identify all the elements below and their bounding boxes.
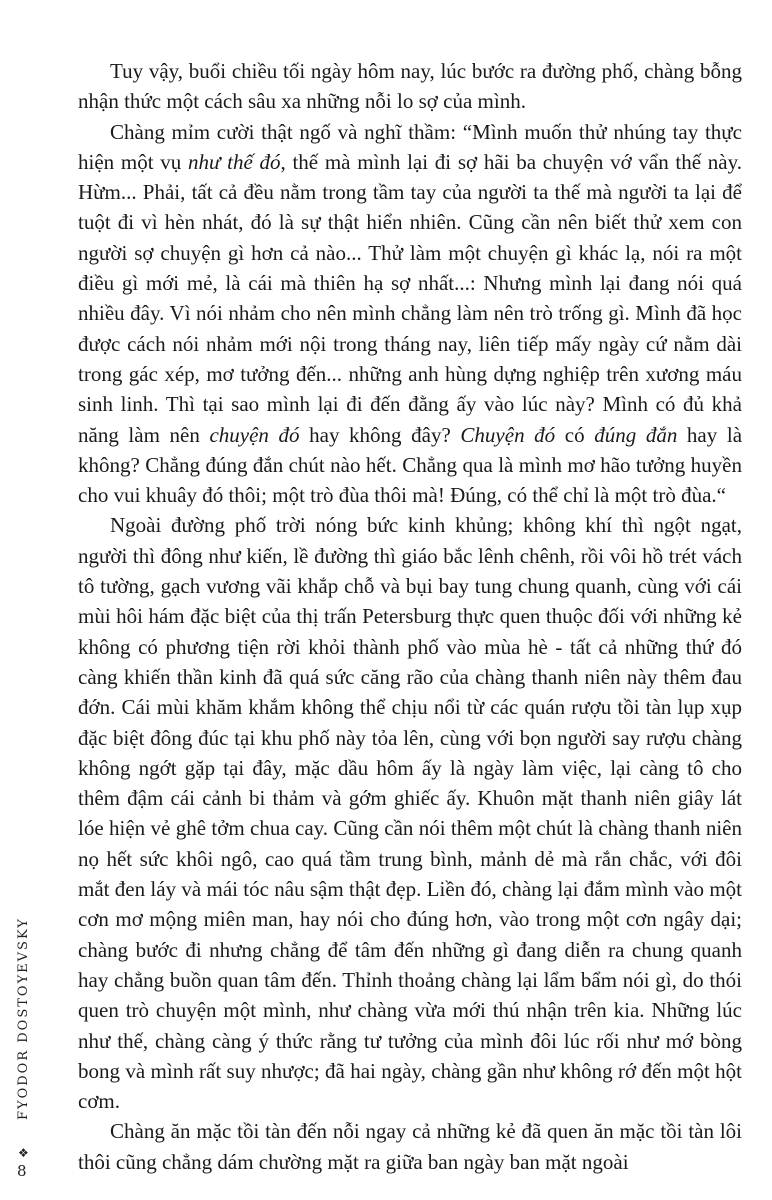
text-run: , thế mà mình lại đi sợ hãi ba chuyện vớ vẩn thế này. Hừm... Phải, tất cả đều nằm trong tầm tay của người ta thế mà người ta lại để tuột đi vì hèn nhát, đó là sự thật hiển nhiên. Cũng cần nên biết thử xem con người sợ chuyện gì hơn cả nào... Thử làm một chuyện gì khác lạ, nói ra một điều gì mới mẻ, là cái mà thiên hạ sợ nhất...: Nhưng mình lại đang nói quá nhiều đây. Vì nói nhảm cho nên mình chẳng làm nên trò trống gì. Mình đã học được cách nói nhảm mới nội trong tháng nay, liên tiếp mấy ngày cứ nằm dài trong gác xép, mơ tưởng đến... những anh hùng dựng nghiệp trên xương máu sinh linh. Thì tại sao mình lại đi đến đằng ấy vào lúc này? Mình có đủ khả năng làm nên [78,149,743,447]
text-run: Chàng ăn mặc tồi tàn đến nỗi ngay cả những kẻ đã quen ăn mặc tồi tàn lôi thôi cũng chẳng dám chường mặt ra giữa ban ngày ban mặt ngoài [78,1119,742,1174]
ornament-icon: ❖ [18,1146,29,1160]
running-header [14,865,34,1165]
author-running-title: FYODOR DOSTOYEVSKY [16,917,31,1120]
text-run: Tuy vậy, buổi chiều tối ngày hôm nay, lúc bước ra đường phố, chàng bỗng nhận thức một cách sâu xa những nỗi lo sợ của mình. [78,59,742,114]
body-text [78,56,742,1177]
paragraph-3 [78,510,742,1116]
text-run: hay không đây? [299,422,461,447]
italic-run: đúng đắn [594,422,678,447]
text-run: hay là không? Chẳng đúng đắn chút nào hết. Chẳng qua là mình mơ hão tưởng huyền cho vui khuây đó thôi; một trò đùa thôi mà! Đúng, có thể chỉ là một trò đùa.“ [78,422,743,508]
paragraph-2 [78,117,742,511]
italic-run: Chuyện đó [460,422,556,447]
page-number: 8 [17,1162,27,1180]
paragraph-4 [78,1116,742,1177]
text-run: Chàng mỉm cười thật ngố và nghĩ thầm: “Mình muốn thử nhúng tay thực hiện một vụ [78,119,742,174]
text-run: có [555,422,595,447]
paragraph-1 [78,56,742,117]
italic-run: chuyện đó [209,422,300,447]
italic-run: như thế đó [187,149,281,174]
text-run: Ngoài đường phố trời nóng bức kinh khủng; không khí thì ngột ngạt, người thì đông như kiến, lề đường thì giáo bắc lênh chênh, rồi vôi hồ trét vách tô tường, gạch vương vãi khắp chỗ và bụi bay tung chung quanh, cùng với cái mùi hôi hám đặc biệt của thị trấn Petersburg thực quen thuộc đối với những kẻ không có phương tiện rời khỏi thành phố vào mùa hè - tất cả những thứ đó càng khiến thần kinh đã quá sức căng rão của chàng thanh niên này thêm đau đớn. Cái mùi khăm khắm không thể chịu nổi từ các quán rượu tồi tàn lụp xụp đặc biệt đông đúc tại khu phố này tỏa lên, cùng với bọn người say rượu chàng không ngớt gặp tại đây, mặc dầu hôm ấy là ngày làm việc, lại càng tô cho thêm đậm cái cảnh bi thảm và gớm ghiếc ấy. Khuôn mặt thanh niên giây lát lóe hiện vẻ ghê tởm chua cay. Cũng cần nói thêm một chút là chàng thanh niên nọ hết sức khôi ngô, cao quá tầm trung bình, mảnh dẻ mà rắn chắc, với đôi mắt đen láy và mái tóc nâu sậm thật đẹp. Liền đó, chàng lại đắm mình vào một cơn mơ mộng miên man, hay nói cho đúng hơn, vào trong một cơn ngây dại; chàng bước đi nhưng chẳng để tâm đến những gì đang diễn ra chung quanh hay chẳng buồn quan tâm đến. Thỉnh thoảng chàng lại lẩm bẩm nói gì, do thói quen trò chuyện một mình, như chàng vừa mới thú nhận trên kia. Những lúc như thế, chàng càng ý thức rằng tư tưởng của mình đôi lúc rối như mớ bòng bong và mình rất suy nhược; đã hai ngày, chàng gần như không rớ đến một hột cơm. [78,513,742,1114]
